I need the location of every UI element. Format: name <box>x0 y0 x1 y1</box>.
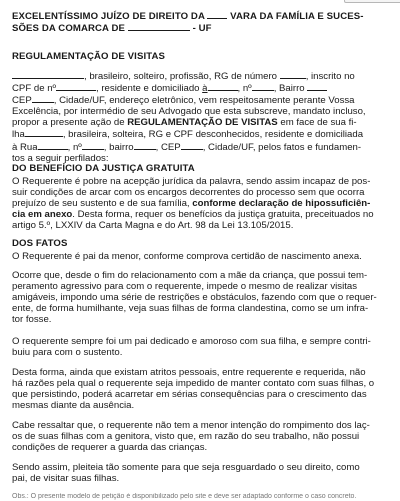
fatos-line: ente, de forma humilhante, veja suas filhas de forma clandestina, como se um infra- <box>12 303 369 315</box>
fatos-line: buiu para com o sustento. <box>12 347 123 359</box>
blank-numero-2 <box>82 141 104 150</box>
fatos-paragraph-5 <box>12 420 388 453</box>
fatos-line: Cabe ressaltar que, o requerente não tem a menor intenção do rompimento dos laç- <box>12 420 370 431</box>
fatos-line: pai, de visitar suas filhas. <box>12 473 120 485</box>
fatos-paragraph-1 <box>12 251 388 262</box>
court-header-text-a: EXCELENTÍSSIMO JUÍZO DE DIREITO DA <box>12 11 205 22</box>
qualif-text: , brasileira, solteira, RG e CPF desconhecidos, residente e domiciliada <box>62 129 364 141</box>
qualif-text: , inscrito no <box>305 71 355 82</box>
qualif-text: , residente e domiciliado <box>96 83 200 95</box>
qualif-text: , nº <box>67 141 82 153</box>
blank-requerente-name <box>12 70 84 79</box>
fatos-line: tor fosse. <box>12 314 52 326</box>
beneficio-text: . Desta forma, requer os benefícios da justiça gratuita, preceituados no <box>72 209 374 221</box>
beneficio-line <box>12 209 388 220</box>
fatos-line: os de suas filhas com a genitora, visto que, em razão do seu trabalho, não possui <box>12 431 360 443</box>
court-header-text-d: - UF <box>192 23 212 35</box>
qualif-text: , brasileiro, solteiro, profissão, RG de número <box>84 71 278 82</box>
beneficio-line <box>12 198 388 209</box>
beneficio-title: DO BENEFÍCIO DA JUSTIÇA GRATUITA <box>12 163 195 174</box>
blank-cep <box>32 94 54 103</box>
qualif-line-6 <box>12 128 388 140</box>
blank-numero <box>252 82 274 91</box>
qualif-line-2 <box>12 82 388 94</box>
fatos-line: Sendo assim, pleiteia tão somente para que seja resguardado o seu direito, como <box>12 462 360 473</box>
qualif-text: lha <box>12 129 25 141</box>
fatos-line: peramento agressivo para com o requerente, impede o mesmo de realizar visitas <box>12 281 358 293</box>
fatos-line: há razões pela qual o requerente seja impedido de manter contato com suas filhas, o <box>12 378 375 390</box>
fatos-paragraph-4 <box>12 367 388 411</box>
regulamentacao-title: REGULAMENTAÇÃO DE VISITAS <box>12 51 165 62</box>
qualif-line-5 <box>12 117 388 128</box>
qualif-text: em face de sua fi- <box>280 117 357 129</box>
action-name: REGULAMENTAÇÃO DE VISITAS <box>127 117 278 129</box>
fatos-line: que persistindo, poderá acarretar em sérias consequências para o crescimento das <box>12 389 367 401</box>
qualif-text: à <box>202 83 208 95</box>
blank-requerida-name <box>25 128 63 137</box>
fatos-line: Desta forma, ainda que existam atritos pessoais, entre requerente e requerida, não <box>12 367 366 378</box>
court-header <box>12 10 388 34</box>
fatos-paragraph-3 <box>12 336 388 358</box>
qualif-text: CEP <box>12 95 32 107</box>
beneficio-text: prejuízo de seu sustento e de sua família, <box>12 198 190 210</box>
beneficio-bold: cia em anexo <box>12 209 73 221</box>
blank-cpf <box>56 82 96 91</box>
court-header-line1 <box>12 10 388 22</box>
qualif-text: , Bairro <box>273 83 305 95</box>
qualification-paragraph <box>12 70 388 164</box>
qualif-line-7 <box>12 141 388 153</box>
beneficio-line: artigo 5.º, LXXIV da Carta Magna e do Art. 98 da Lei 13.105/2015. <box>12 220 294 232</box>
fatos-line: amigáveis, impondo uma série de restrições e obstáculos, fazendo com que o requer- <box>12 292 377 304</box>
court-header-line2 <box>12 22 388 34</box>
beneficio-paragraph <box>12 176 388 231</box>
beneficio-line: suir condições de arcar com os encargos decorrentes do processo sem que ocorra <box>12 187 365 199</box>
qualif-text: , Cidade/UF, endereço eletrônico, vem respeitosamente perante Vossa <box>53 95 355 107</box>
qualif-line-3 <box>12 94 388 106</box>
court-header-text-b: VARA DA FAMÍLIA E SUCES- <box>230 11 364 22</box>
beneficio-bold: conforme declaração de hipossuficiên- <box>192 198 371 210</box>
fatos-title: DOS FATOS <box>12 238 68 249</box>
qualif-text: à Rua <box>12 141 38 153</box>
fatos-line: condições de requerer a guarda das crianças. <box>12 442 208 454</box>
blank-vara-number <box>207 10 227 19</box>
qualif-text: , Cidade/UF, pelos fatos e fundamen- <box>202 141 362 153</box>
fatos-paragraph-2 <box>12 270 388 325</box>
blank-endereco <box>208 82 238 91</box>
footnote: Obs.: O presente modelo de petição é disponibilizado pelo site e deve ser adaptado conforme o caso concreto. <box>12 493 357 500</box>
qualif-line-1 <box>12 70 388 82</box>
qualif-text: , CEP <box>155 141 181 153</box>
blank-bairro-2 <box>134 141 156 150</box>
qualif-text: , nº <box>237 83 252 95</box>
qualif-text: , bairro <box>103 141 134 153</box>
fatos-line: mesmas diante da ausência. <box>12 400 135 412</box>
court-header-text-c: SÕES DA COMARCA DE <box>12 23 126 35</box>
qualif-text: propor a presente ação de <box>12 117 125 129</box>
blank-cep-2 <box>181 141 203 150</box>
fatos-paragraph-6 <box>12 462 388 484</box>
beneficio-line: O Requerente é pobre na acepção jurídica da palavra, sendo assim incapaz de pos- <box>12 176 371 187</box>
fatos-line: O requerente sempre foi um pai dedicado e amoroso com sua filha, e sempre contri- <box>12 336 371 347</box>
qualif-line-4: Excelência, por intermédio de seu Advogado que esta subscreve, mandato incluso, <box>12 106 366 118</box>
fatos-line: O Requerente é pai da menor, conforme comprova certidão de nascimento anexa. <box>12 251 362 262</box>
qualif-text: CPF de nº <box>12 83 57 95</box>
blank-comarca <box>128 22 190 31</box>
blank-bairro <box>307 82 327 91</box>
qualif-line-8: tos a seguir perfilados: <box>12 152 109 164</box>
corner-badge <box>344 0 400 3</box>
blank-rg <box>280 70 306 79</box>
blank-rua <box>38 141 68 150</box>
fatos-line: Ocorre que, desde o fim do relacionamento com a mãe da criança, que possui tem- <box>12 270 368 281</box>
